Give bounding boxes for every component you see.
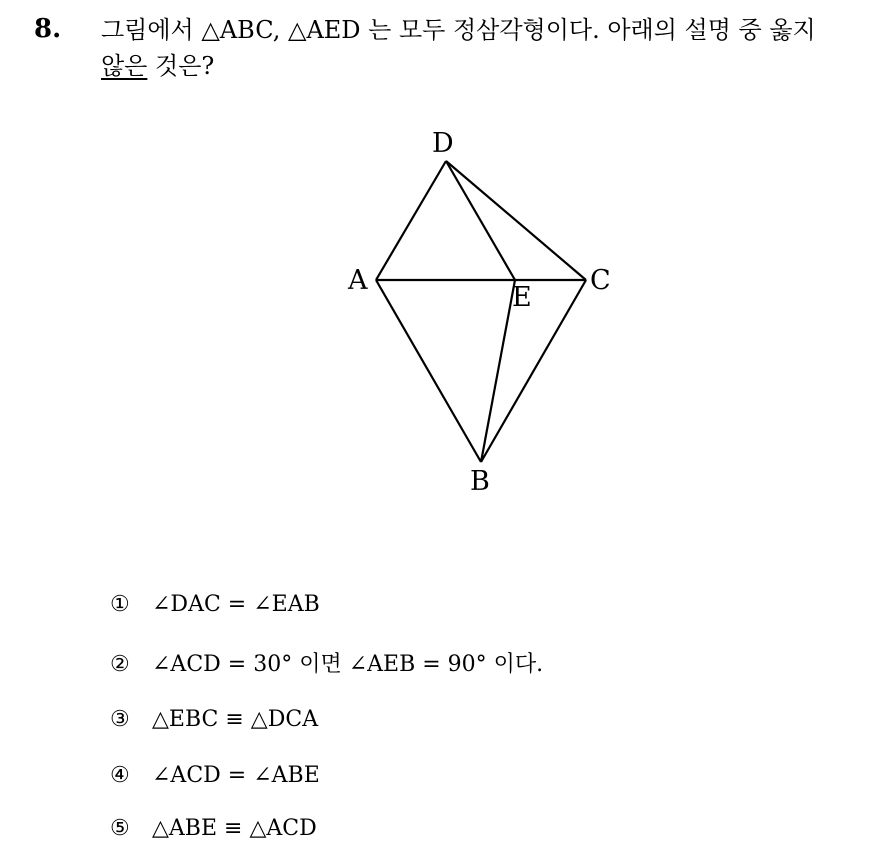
choice-3-marker: ③ xyxy=(110,707,130,732)
vertex-label-e: E xyxy=(512,282,532,313)
segment-de xyxy=(446,161,515,280)
question-line-2-rest: 것은? xyxy=(147,52,215,80)
choice-5 xyxy=(110,814,317,844)
choice-4-marker: ④ xyxy=(110,763,130,788)
choice-5-marker: ⑤ xyxy=(110,816,130,841)
choice-2-text: ∠ACD = 30° 이면 ∠AEB = 90° 이다. xyxy=(152,652,544,677)
segment-dc xyxy=(446,161,586,280)
choice-2 xyxy=(110,650,543,680)
problem-number: 8. xyxy=(34,14,62,44)
choice-1 xyxy=(110,590,320,620)
choice-3 xyxy=(110,705,318,735)
choice-3-text: △EBC ≡ △DCA xyxy=(152,707,319,732)
segment-ad xyxy=(376,161,446,280)
segment-ab xyxy=(376,280,481,462)
question-underlined-word: 않은 xyxy=(101,52,148,80)
choice-5-text: △ABE ≡ △ACD xyxy=(152,816,317,841)
choice-4-text: ∠ACD = ∠ABE xyxy=(152,763,320,788)
vertex-label-b: B xyxy=(470,466,490,497)
choice-1-text: ∠DAC = ∠EAB xyxy=(152,592,320,617)
vertex-label-a: A xyxy=(348,265,368,296)
segment-cb xyxy=(481,280,586,462)
choice-1-marker: ① xyxy=(110,592,130,617)
vertex-label-d: D xyxy=(432,128,454,159)
vertex-label-c: C xyxy=(590,265,611,296)
choice-4 xyxy=(110,761,320,791)
choice-2-marker: ② xyxy=(110,652,130,677)
question-line-1: 그림에서 △ABC, △AED 는 모두 정삼각형이다. 아래의 설명 중 옳지 xyxy=(101,16,816,44)
